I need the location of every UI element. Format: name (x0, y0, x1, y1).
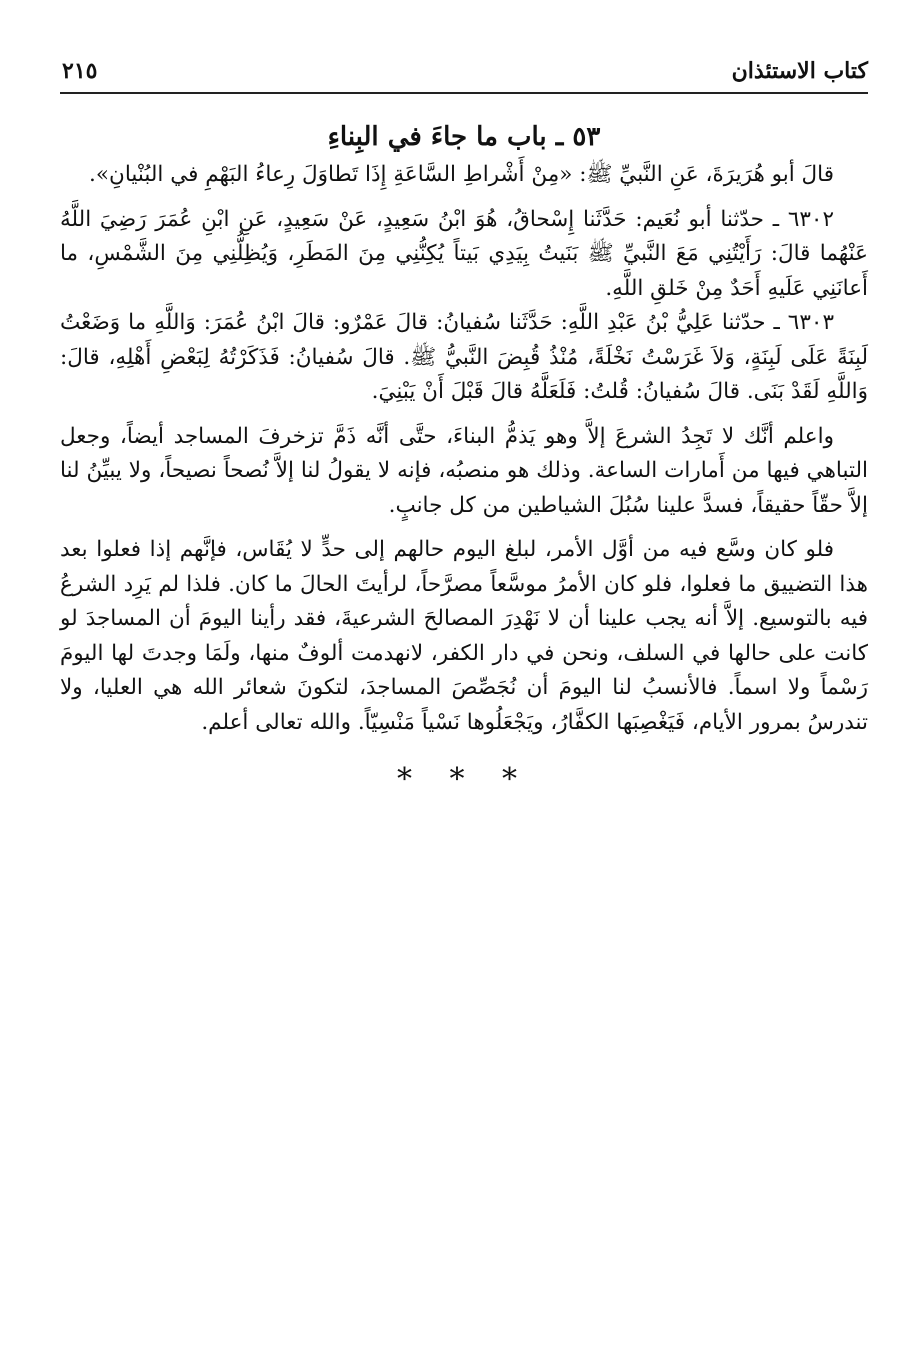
hadith-text: حدّثنا عَلِيُّ بْنُ عَبْدِ اللَّهِ: حَدَّثَنا سُفيانُ: قالَ عَمْرٌو: قالَ ابْنُ عُمَرَ: وَاللَّهِ ما وَضَعْتُ لَبِنَةً عَلَى لَبِنَةٍ، وَلاَ غَرَسْتُ نَخْلَةً، مُنْذُ قُبِضَ النَّبيُّ ﷺ. قالَ سُفيانُ: فَذَكَرْتُهُ لِبَعْضِ أَهْلِهِ، قالَ: وَاللَّهِ لَقَدْ بَنَى. قالَ سُفيانُ: قُلتُ: فَلَعَلَّهُ قالَ قَبْلَ أَنْ يَبْنِيَ. (60, 310, 868, 404)
spacer (60, 410, 868, 420)
book-title: كتاب الاستئذان (731, 58, 868, 84)
hadith-paragraph (60, 203, 868, 307)
running-header (60, 52, 868, 94)
spacer (60, 193, 868, 203)
section-separator: * * * (396, 762, 532, 797)
commentary-paragraph: فلو كان وسَّع فيه من أوَّل الأمر، لبلغ اليوم حالهم إلى حدٍّ لا يُقَاس، فإنَّهم إذا فعلوا بعد هذا التضييق ما فعلوا، فلو كان الأمرُ موسَّعاً مصرَّحاً، لرأيتَ الحالَ ما كان. فلذا لم يَرِد الشرعُ فيه بالتوسيع. إلاَّ أنه يجب علينا أن لا نَهْدِرَ المصالحَ الشرعيةَ، فقد رأينا اليومَ أن المساجدَ لو كانت على حالها في السلف، ونحن في دار الكفر، لانهدمت ألوفٌ منها، ولَمَا وجدتَ لها اليومَ رَسْماً ولا اسماً. فالأنسبُ لنا اليومَ أن نُجَصِّصَ المساجدَ، لتكونَ شعائر الله هي العليا، ولا تندرسُ بمرور الأيام، فَيَغْصِبَها الكفَّارُ، ويَجْعَلُوها نَسْياً مَنْسِيّاً. والله تعالى أعلم. (60, 537, 868, 735)
hadith-dash: ـ (763, 206, 788, 232)
intro-paragraph: قالَ أبو هُرَيرَةَ، عَنِ النَّبيِّ ﷺ: «مِنْ أَشْراطِ السَّاعَةِ إِذَا تَطاوَلَ رِعاءُ البَهْمِ في البُنْيانِ». (89, 162, 834, 187)
hadith-number: ٦٣٠٢ (787, 206, 835, 232)
hadith-paragraph (60, 306, 868, 410)
commentary-paragraph: واعلم أنَّك لا تَجِدُ الشرعَ إلاَّ وهو يَذمُّ البناءَ، حتَّى أنَّه ذَمَّ تزخرفَ المساجد أيضاً، وجعل التباهي فيها من أَمارات الساعة. وذلك هو منصبُه، فإنه لا يقولُ لنا إلاَّ نُصحاً نصيحاً، ولا يبيِّنُ لنا إلاَّ حقّاً حقيقاً، فسدَّ علينا سُبُلَ الشياطين من كل جانبٍ. (60, 423, 868, 518)
hadith-text: حدّثنا أبو نُعَيم: حَدَّثَنا إِسْحاقُ، هُوَ ابْنُ سَعِيدٍ، عَنْ سَعِيدٍ، عَنِ ابْنِ عُمَرَ رَضِيَ اللَّهُ عَنْهُما قالَ: رَأَيْتُنِي مَعَ النَّبيِّ ﷺ بَنَيتُ بِيَدِي بَيتاً يُكِنُّنِي مِنَ المَطَرِ، وَيُظِلُّنِي مِنَ الشَّمْسِ، ما أَعانَنِي عَلَيهِ أَحَدٌ مِنْ خَلقِ اللَّهِ. (60, 206, 868, 301)
spacer (60, 523, 868, 533)
hadith-dash: ـ (765, 310, 788, 335)
page-number: ٢١٥ (62, 58, 98, 84)
hadith-number: ٦٣٠٣ (787, 310, 834, 335)
chapter-title: ٥٣ ـ باب ما جاءَ في البِناءِ (327, 122, 601, 152)
page (60, 52, 868, 797)
